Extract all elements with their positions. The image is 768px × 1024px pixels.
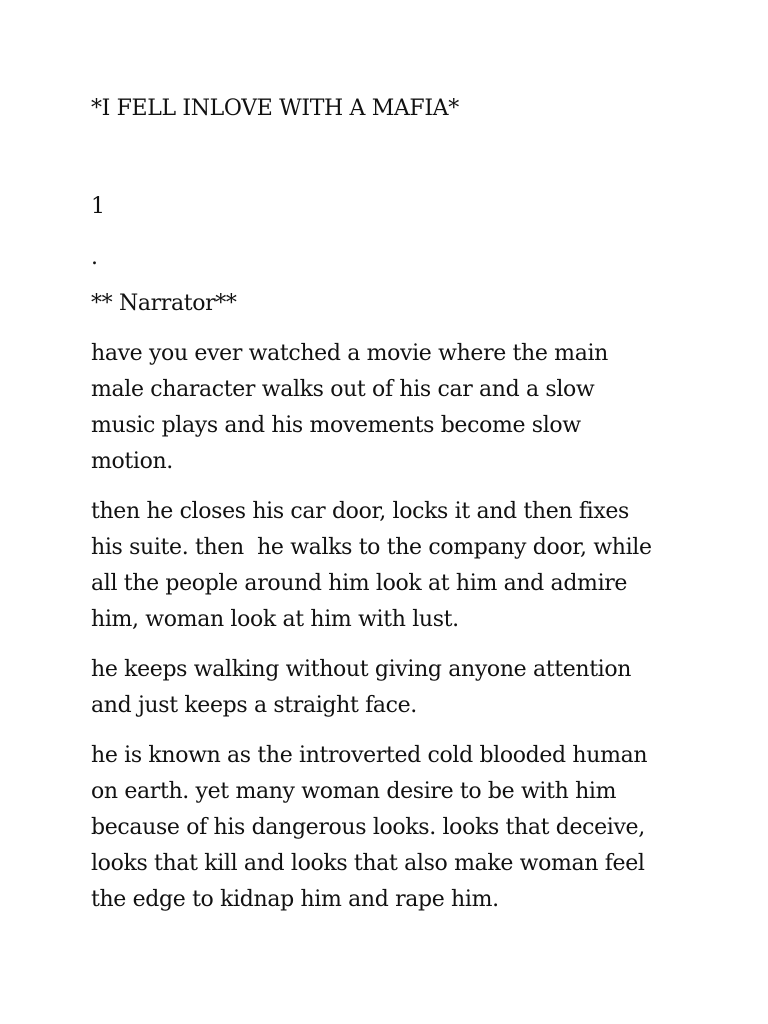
paragraph-line: the edge to kidnap him and rape him.: [91, 887, 499, 912]
paragraph-line: on earth. yet many woman desire to be with him: [91, 779, 617, 804]
paragraph-line: and just keeps a straight face.: [91, 693, 417, 718]
paragraph-line: motion.: [91, 449, 173, 474]
paragraph-line: he keeps walking without giving anyone attention: [91, 657, 632, 682]
paragraph-line: because of his dangerous looks. looks that deceive,: [91, 815, 645, 840]
paragraph-line: male character walks out of his car and a slow: [91, 377, 595, 402]
paragraph-line: all the people around him look at him and admire: [91, 571, 628, 596]
paragraph-line: his suite. then he walks to the company door, while: [91, 535, 652, 560]
document-title: *I FELL INLOVE WITH A MAFIA*: [91, 96, 459, 121]
paragraph-line: looks that kill and looks that also make woman feel: [91, 851, 645, 876]
paragraph-line: then he closes his car door, locks it and then fixes: [91, 499, 629, 524]
paragraph-line: him, woman look at him with lust.: [91, 607, 459, 632]
paragraph-line: he is known as the introverted cold blooded human: [91, 743, 648, 768]
chapter-number: 1: [91, 194, 105, 219]
section-separator: .: [91, 245, 98, 270]
paragraph-line: have you ever watched a movie where the main: [91, 341, 608, 366]
narrator-heading: ** Narrator**: [91, 291, 237, 316]
paragraph-line: music plays and his movements become slow: [91, 413, 581, 438]
